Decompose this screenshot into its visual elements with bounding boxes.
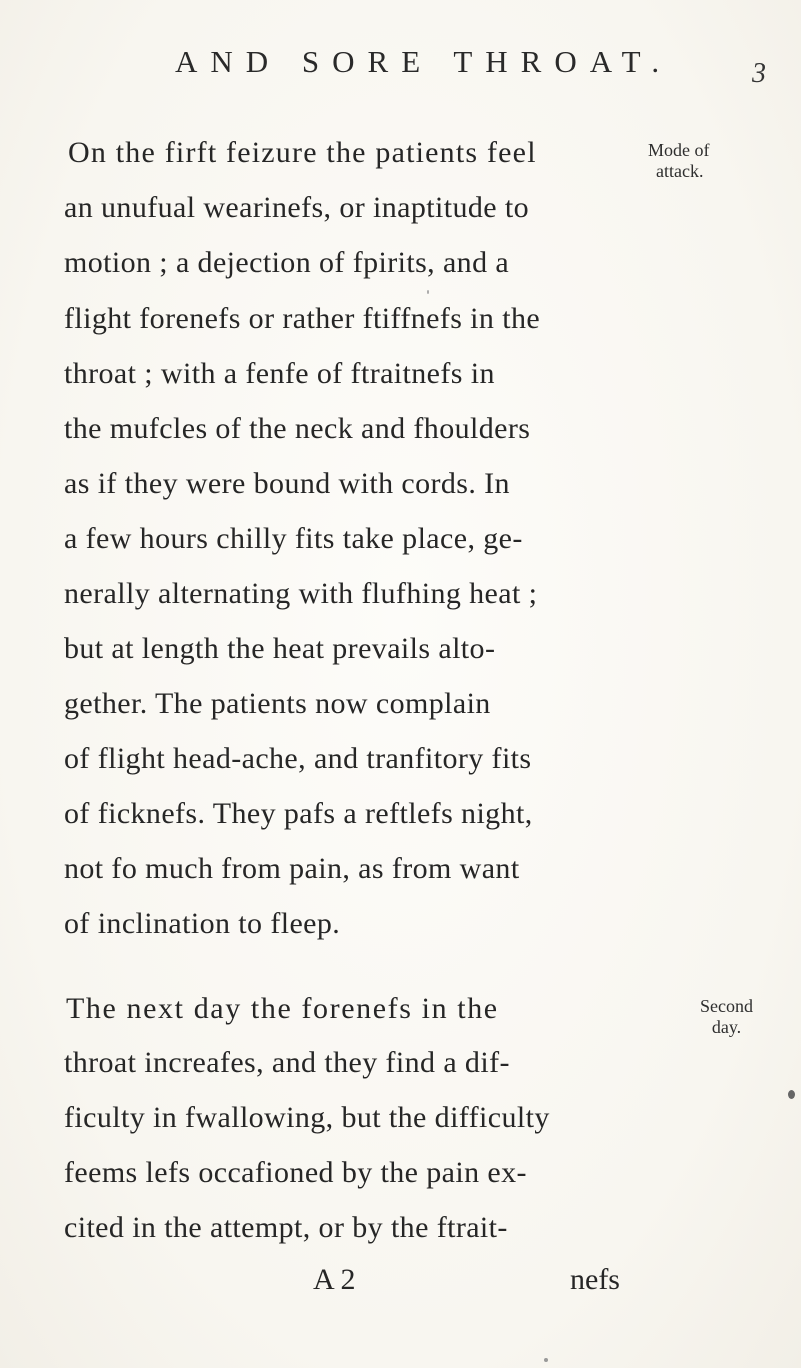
- text-line: throat ; with a fenfe of ftraitnefs in: [64, 357, 495, 390]
- margin-note-mode-of-attack: [648, 140, 710, 182]
- catchword: nefs: [570, 1263, 620, 1296]
- margin-note-line: Mode of: [648, 140, 710, 160]
- margin-note-line: Second: [700, 996, 753, 1016]
- text-line: of ficknefs. They pafs a reftlefs night,: [64, 797, 533, 830]
- text-line: feems lefs occafioned by the pain ex-: [64, 1156, 527, 1189]
- text-line: motion ; a dejection of fpirits, and a: [64, 246, 510, 279]
- ink-speck: [427, 290, 429, 294]
- page-number: 3: [752, 58, 766, 89]
- text-line: the mufcles of the neck and fhoulders: [64, 412, 531, 445]
- text-line: of flight head-ache, and tranfitory fits: [64, 742, 532, 775]
- text-line: as if they were bound with cords. In: [64, 467, 510, 500]
- text-line: On the firft feizure the patients feel: [68, 136, 537, 169]
- text-line: cited in the attempt, or by the ftrait-: [64, 1211, 508, 1244]
- text-line: not fo much from pain, as from want: [64, 852, 520, 885]
- text-line: of inclination to fleep.: [64, 907, 341, 940]
- ink-speck: [544, 1358, 548, 1362]
- running-title: AND SORE THROAT.: [175, 44, 673, 79]
- margin-note-line: day.: [711, 1017, 742, 1037]
- text-line: flight forenefs or rather ftiffnefs in the: [64, 302, 541, 335]
- text-line: but at length the heat prevails alto-: [64, 632, 496, 665]
- margin-note-second-day: [700, 996, 753, 1038]
- margin-note-line: attack.: [656, 161, 704, 181]
- text-line: nerally alternating with flufhing heat ;: [64, 577, 538, 610]
- text-line: throat increafes, and they find a dif-: [64, 1046, 510, 1079]
- text-line: The next day the forenefs in the: [66, 992, 499, 1025]
- text-line: an unufual wearinefs, or inaptitude to: [64, 191, 530, 224]
- signature-mark: A 2: [313, 1263, 356, 1296]
- text-line: a few hours chilly fits take place, ge-: [64, 522, 523, 555]
- text-line: ficulty in fwallowing, but the difficulty: [64, 1101, 550, 1134]
- text-line: gether. The patients now complain: [64, 687, 491, 720]
- ink-speck: [788, 1090, 795, 1099]
